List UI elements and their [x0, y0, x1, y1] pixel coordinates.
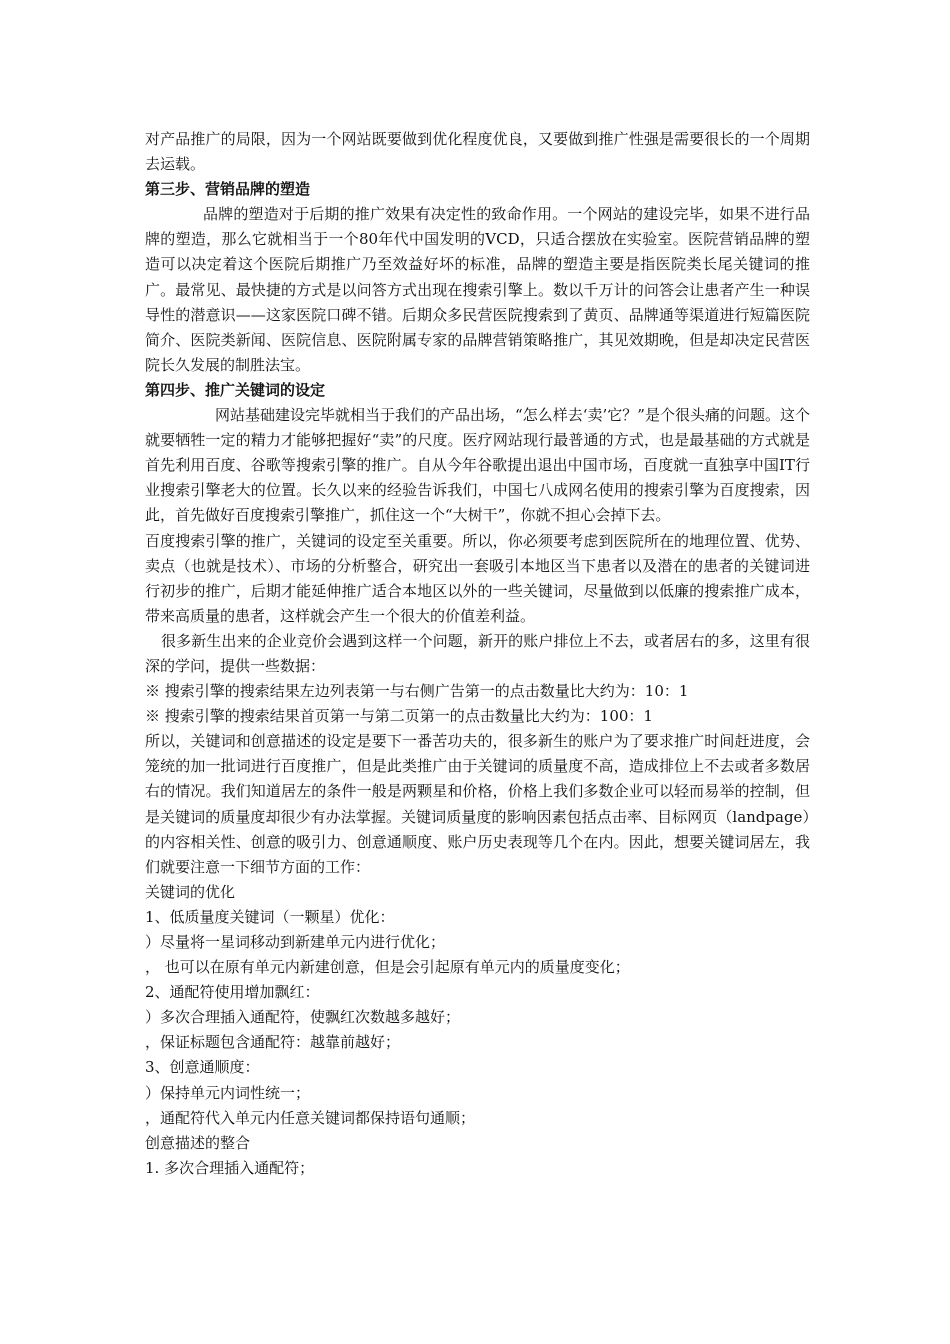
optimization-item-1-a: ）尽量将一星词移动到新建单元内进行优化；	[145, 933, 446, 951]
creative-item-1: 1. 多次合理插入通配符；	[145, 1158, 315, 1177]
step4-paragraph-3: 很多新生出来的企业竞价会遇到这样一个问题，新开的账户排位上不去，或者居右的多，这里有很深的学问，提供一些数据：	[145, 631, 810, 675]
creative-title: 创意描述的整合	[145, 1133, 251, 1152]
step3-heading: 第三步、营销品牌的塑造	[145, 180, 311, 199]
document-body	[145, 127, 810, 1181]
intro-paragraph: 对产品推广的局限，因为一个网站既要做到优化程度优良，又要做到推广性强是需要很长的一个周期去运载。	[145, 130, 810, 174]
data-line-1: ※ 搜索引擎的搜索结果左边列表第一与右侧广告第一的点击数量比大约为：10：1	[145, 682, 689, 701]
optimization-item-1-title: 1、低质量度关键词（一颗星）优化：	[145, 907, 395, 926]
data-line-2: ※ 搜索引擎的搜索结果首页第一与第二页第一的点击数量比大约为：100：1	[145, 707, 653, 726]
optimization-item-3-title: 3、创意通顺度：	[145, 1058, 260, 1077]
optimization-item-3-a: ）保持单元内词性统一；	[145, 1083, 311, 1102]
step4-paragraph-2: 百度搜索引擎的推广，关键词的设定至关重要。所以，你必须要考虑到医院所在的地理位置、优势、卖点（也就是技术）、市场的分析整合，研究出一套吸引本地区当下患者以及潜在的患者的关键词进行初步的推广，后期才能延伸推广适合本地区以外的一些关键词，尽量做到以低廉的搜索推广成本，带来高质量的患者，这样就会产生一个很大的价值差利益。	[145, 531, 810, 625]
optimization-item-3-b: ，通配符代入单元内任意关键词都保持语句通顺；	[145, 1108, 476, 1127]
step4-paragraph-4: 所以，关键词和创意描述的设定是要下一番苦功夫的，很多新生的账户为了要求推广时间赶进度，会笼统的加一批词进行百度推广，但是此类推广由于关键词的质量度不高，造成排位上不去或者多数居右的情况。我们知道居左的条件一般是两颗星和价格，价格上我们多数企业可以轻而易举的控制，但是关键词的质量度却很少有办法掌握。关键词质量度的影响因素包括点击率、目标网页（landpage）的内容相关性、创意的吸引力、创意通顺度、账户历史表现等几个在内。因此，想要关键词居左，我们就要注意一下细节方面的工作：	[145, 732, 810, 876]
step4-heading: 第四步、推广关键词的设定	[145, 380, 326, 399]
optimization-item-2-title: 2、通配符使用增加飘红：	[145, 983, 320, 1002]
optimization-item-2-a: ）多次合理插入通配符，使飘红次数越多越好；	[145, 1008, 461, 1027]
step4-paragraph-1: 网站基础建设完毕就相当于我们的产品出场，“怎么样去‘卖’它？”是个很头痛的问题。这个就要牺牲一定的精力才能够把握好“卖”的尺度。医疗网站现行最普通的方式，也是最基础的方式就是首先利用百度、谷歌等搜索引擎的推广。自从今年谷歌提出退出中国市场，百度就一直独享中国IT行业搜索引擎老大的位置。长久以来的经验告诉我们，中国七八成网名使用的搜索引擎为百度搜索，因此，首先做好百度搜索引擎推广，抓住这一个“大树干”，你就不担心会掉下去。	[145, 406, 810, 525]
step3-paragraph: 品牌的塑造对于后期的推广效果有决定性的致命作用。一个网站的建设完毕，如果不进行品牌的塑造，那么它就相当于一个80年代中国发明的VCD，只适合摆放在实验室。医院营销品牌的塑造可以决定着这个医院后期推广乃至效益好坏的标准，品牌的塑造主要是指医院类长尾关键词的推广。最常见、最快捷的方式是以问答方式出现在搜索引擎上。数以千万计的问答会让患者产生一种误导性的潜意识——这家医院口碑不错。后期众多民营医院搜索到了黄页、品牌通等渠道进行短篇医院简介、医院类新闻、医院信息、医院附属专家的品牌营销策略推广，其见效期晚，但是却决定民营医院长久发展的制胜法宝。	[145, 205, 810, 374]
optimization-item-1-b: ， 也可以在原有单元内新建创意，但是会引起原有单元内的质量度变化；	[145, 958, 630, 977]
optimization-title: 关键词的优化	[145, 882, 236, 901]
optimization-item-2-b: ，保证标题包含通配符：越靠前越好；	[145, 1033, 401, 1052]
